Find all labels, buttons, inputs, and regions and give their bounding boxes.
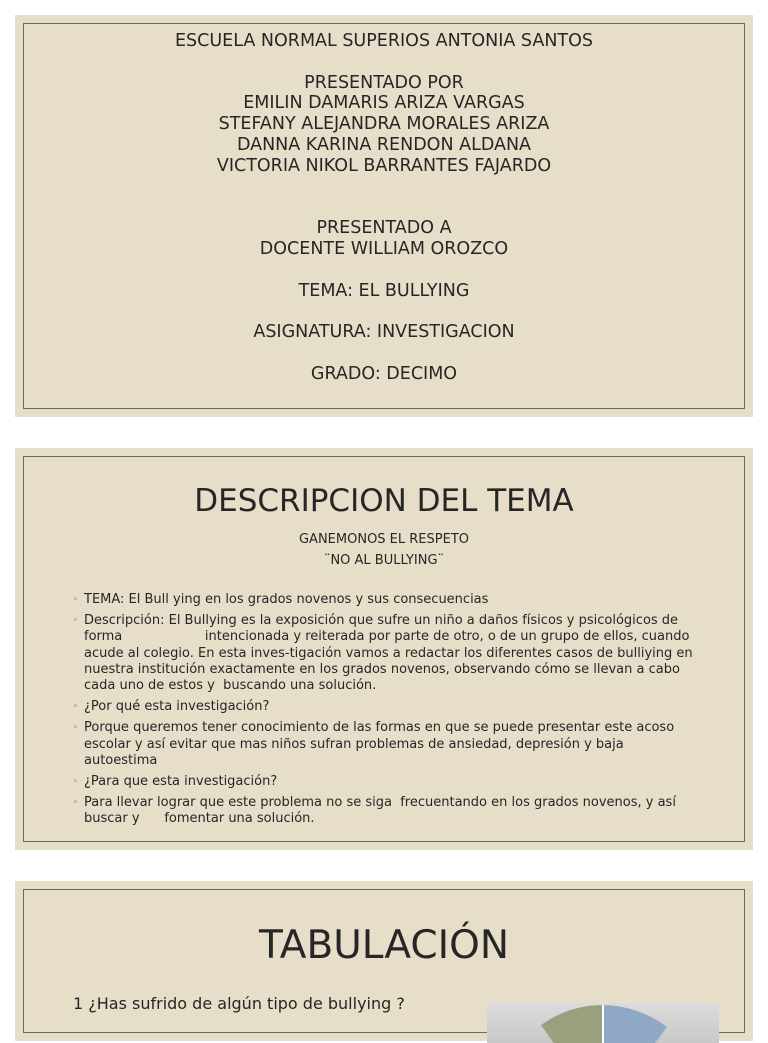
author-name: STEFANY ALEJANDRA MORALES ARIZA bbox=[218, 114, 550, 135]
topic: TEMA: EL BULLYING bbox=[298, 280, 470, 301]
bullet-list bbox=[73, 592, 697, 833]
author-name: VICTORIA NIKOL BARRANTES FAJARDO bbox=[216, 155, 552, 176]
author-name: DANNA KARINA RENDON ALDANA bbox=[236, 134, 532, 155]
grade: GRADO: DECIMO bbox=[310, 363, 458, 384]
pie-slice-blue bbox=[603, 1005, 667, 1043]
author-name: EMILIN DAMARIS ARIZA VARGAS bbox=[243, 93, 525, 114]
presented-by-label: PRESENTADO POR bbox=[304, 72, 464, 93]
pie-chart-graphic bbox=[487, 1003, 719, 1043]
slide-subtitle: ¨NO AL BULLYING¨ bbox=[323, 553, 445, 568]
bullet-icon: ◦ bbox=[73, 798, 79, 809]
bullet-icon: ◦ bbox=[73, 723, 79, 734]
pie-chart-image bbox=[487, 1003, 719, 1043]
pie-slice-green bbox=[541, 1005, 603, 1043]
list-item: ◦ Para llevar lograr que este problema no se siga frecuentando en los grados novenos, y así buscar y fomentar una solución. bbox=[73, 795, 681, 827]
bullet-icon: ◦ bbox=[73, 595, 79, 605]
title-slide-content bbox=[15, 31, 753, 385]
list-item: ◦ ¿Para que esta investigación? bbox=[73, 774, 278, 790]
list-item: ◦ ¿Por qué esta investigación? bbox=[73, 699, 270, 715]
school-name: ESCUELA NORMAL SUPERIOS ANTONIA SANTOS bbox=[174, 31, 594, 51]
teacher-name: DOCENTE WILLIAM OROZCO bbox=[259, 238, 509, 259]
slide-subtitle: GANEMONOS EL RESPETO bbox=[298, 532, 469, 547]
description-slide bbox=[15, 448, 753, 850]
presented-to-label: PRESENTADO A bbox=[316, 218, 452, 239]
subject: ASIGNATURA: INVESTIGACION bbox=[253, 322, 515, 343]
list-item: ◦ TEMA: El Bull ying en los grados novenos y sus consecuencias bbox=[73, 592, 489, 607]
title-slide bbox=[15, 15, 753, 417]
slide-title: DESCRIPCION DEL TEMA bbox=[194, 483, 574, 519]
list-item: ◦ Porque queremos tener conocimiento de las formas en que se puede presentar este acoso escolar y así evitar que mas niños sufran problemas de ansiedad, depresión y baja autoestima bbox=[73, 720, 675, 768]
list-item: ◦ Descripción: El Bullying es la exposición que sufre un niño a daños físicos y psicológicos de forma intencionada y reiterada por parte de otro, o de un grupo de ellos, cuando acude al colegio. En esta inves-tigación vamos a redactar los diferentes casos de bulliying en nuestra institución exactamente en los grados novenos, observando cómo se llevan a cabo cada uno de estos y buscando una solución. bbox=[73, 613, 697, 694]
slide-title: TABULACIÓN bbox=[259, 923, 509, 968]
bullet-icon: ◦ bbox=[73, 616, 79, 627]
bullet-icon: ◦ bbox=[73, 702, 79, 713]
survey-question: 1 ¿Has sufrido de algún tipo de bullying ? bbox=[73, 994, 405, 1013]
tabulation-slide bbox=[15, 881, 753, 1041]
bullet-icon: ◦ bbox=[73, 777, 79, 788]
